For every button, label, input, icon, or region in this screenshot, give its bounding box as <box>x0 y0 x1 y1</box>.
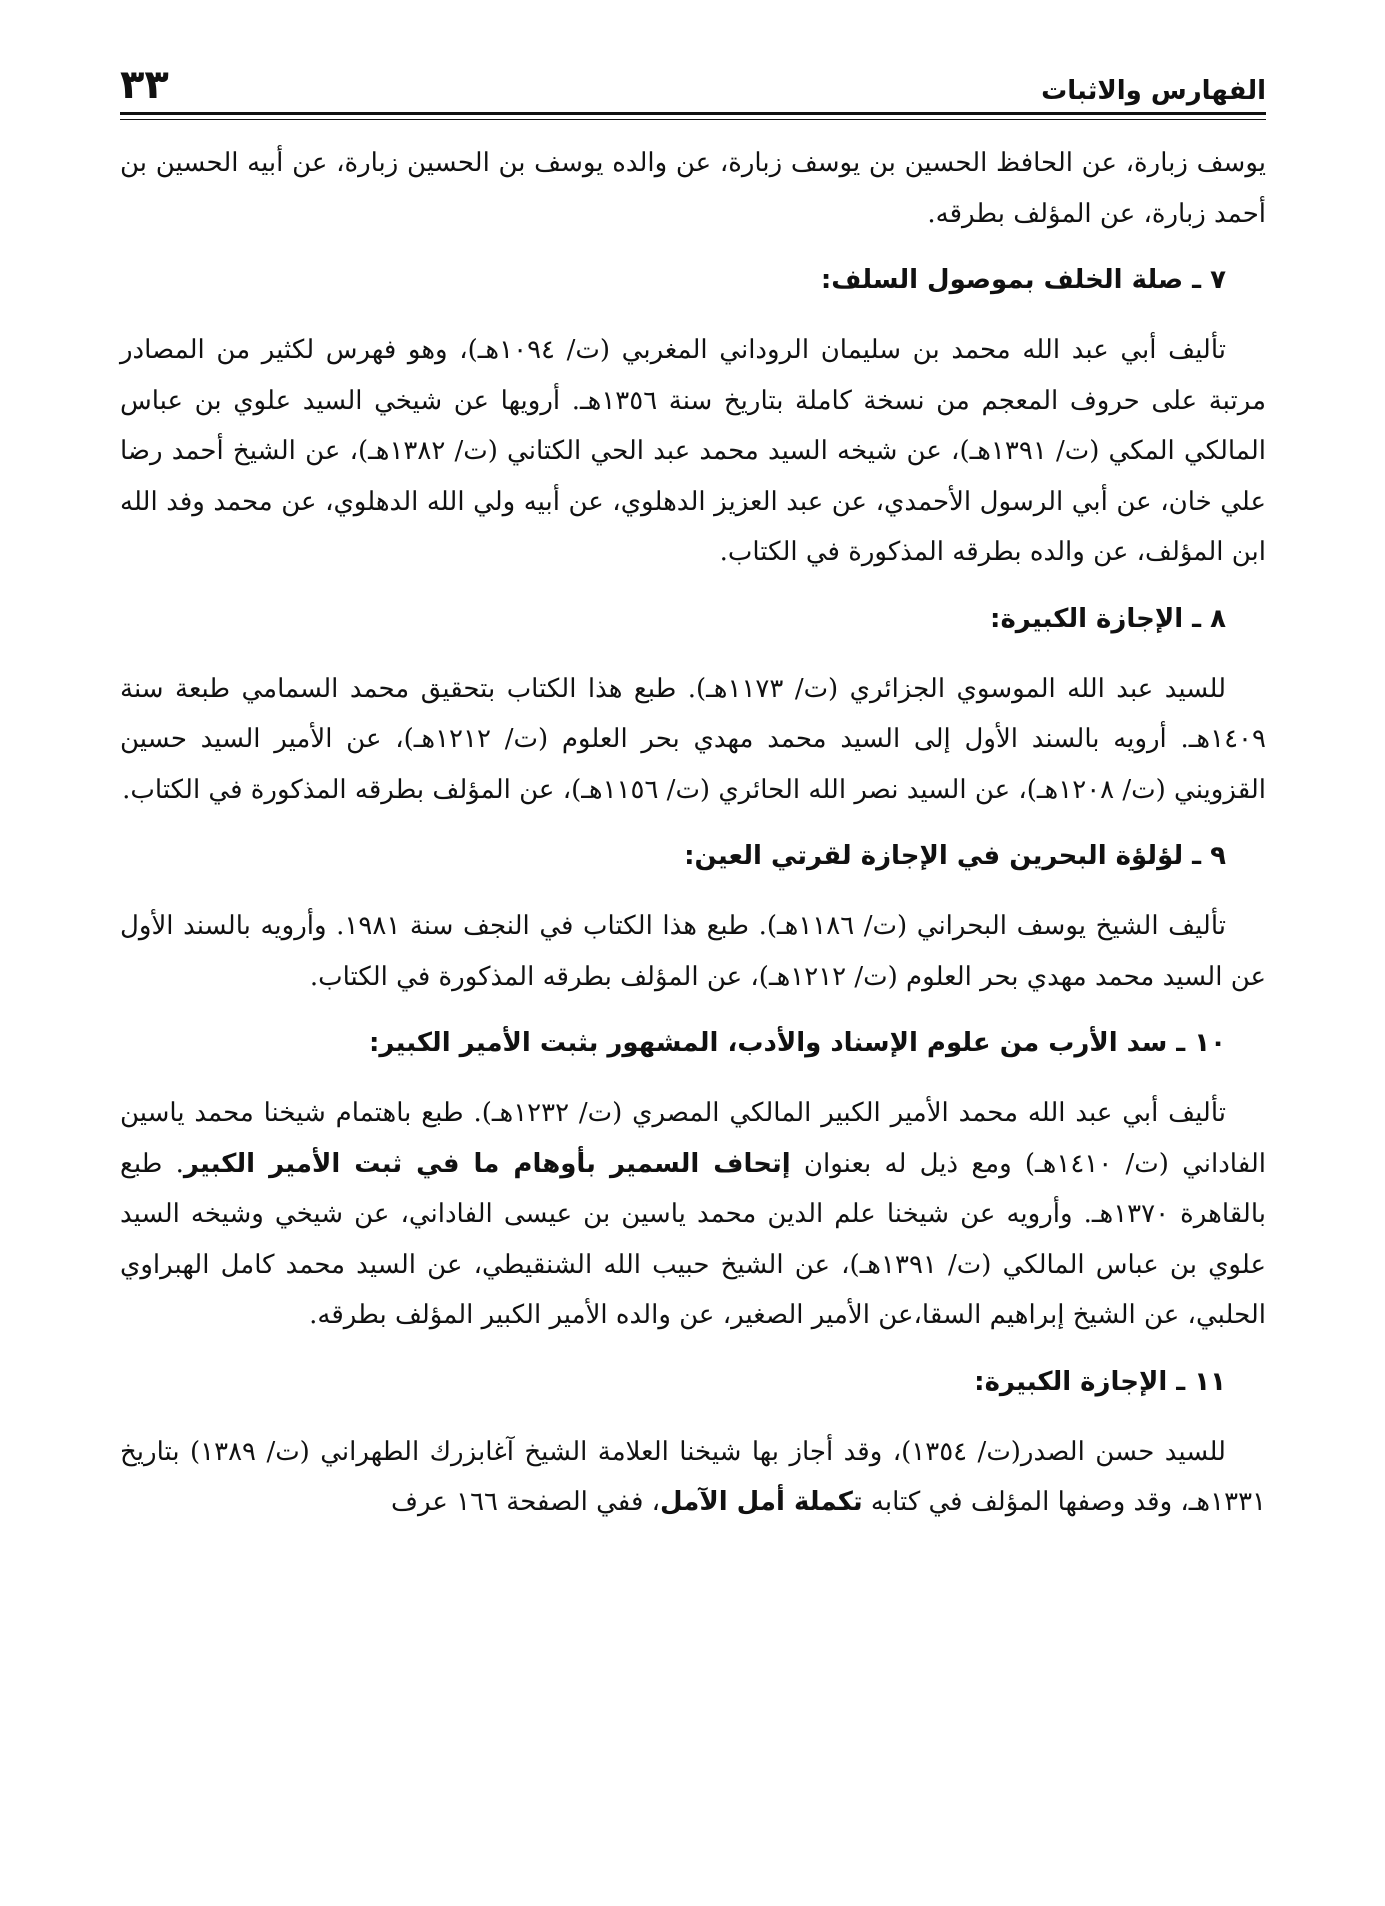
running-title: الفهارس والاثبات <box>1041 76 1266 106</box>
section-10-text-1: تأليف أبي عبد الله محمد الأمير الكبير المالكي المصري (ت/ ١٢٣٢هـ). طبع باهتمام شيخنا محمد ياسين الفاداني (ت/ ١٤١٠هـ) ومع ذيل له بعنوان <box>120 1098 1266 1179</box>
section-9-body: تأليف الشيخ يوسف البحراني (ت/ ١١٨٦هـ). طبع هذا الكتاب في النجف سنة ١٩٨١. وأرويه بالسند الأول عن السيد محمد مهدي بحر العلوم (ت/ ١٢١٢هـ)، عن المؤلف بطرقه المذكورة في الكتاب. <box>120 911 1266 992</box>
section-7-heading: ٧ ـ صلة الخلف بموصول السلف: <box>820 265 1226 295</box>
section-11-book-title: تكملة أمل الآمل <box>660 1487 863 1517</box>
section-10-heading: ١٠ ـ سد الأرب من علوم الإسناد والأدب، المشهور بثبت الأمير الكبير: <box>369 1028 1226 1058</box>
section-9-heading: ٩ ـ لؤلؤة البحرين في الإجازة لقرتي العين: <box>684 841 1226 871</box>
section-11-text-1: للسيد حسن الصدر(ت/ ١٣٥٤)، وقد أجاز بها شيخنا العلامة الشيخ آغابزرك الطهراني (ت/ ١٣٨٩) بتاريخ ١٣٣١هـ، وقد وصفها المؤلف في كتابه <box>120 1436 1266 1517</box>
continuation-paragraph: يوسف زبارة، عن الحافظ الحسين بن يوسف زبارة، عن والده يوسف بن الحسين زبارة، عن أبيه الحسين بن أحمد زبارة، عن المؤلف بطرقه. <box>120 148 1266 229</box>
section-10-text-2: . طبع بالقاهرة ١٣٧٠هـ. وأرويه عن شيخنا علم الدين محمد ياسين بن عيسى الفاداني، عن شيخي وشيخه السيد علوي بن عباس المالكي (ت/ ١٣٩١هـ)، عن الشيخ حبيب الله الشنقيطي، عن السيد محمد كامل الهبراوي الحلبي، عن الشيخ إبراهيم السقا،عن الأمير الصغير، عن والده الأمير الكبير المؤلف بطرقه. <box>120 1148 1266 1330</box>
section-7-body: تأليف أبي عبد الله محمد بن سليمان الروداني المغربي (ت/ ١٠٩٤هـ)، وهو فهرس لكثير من المصادر مرتبة على حروف المعجم من نسخة كاملة بتاريخ سنة ١٣٥٦هـ. أرويها عن شيخي السيد علوي بن عباس المالكي المكي (ت/ ١٣٩١هـ)، عن شيخه السيد محمد عبد الحي الكتاني (ت/ ١٣٨٢هـ)، عن الشيخ أحمد رضا علي خان، عن أبي الرسول الأحمدي، عن عبد العزيز الدهلوي، عن أبيه ولي الله الدهلوي، عن محمد وفد الله ابن المؤلف، عن والده بطرقه المذكورة في الكتاب. <box>120 335 1266 567</box>
section-8-body: للسيد عبد الله الموسوي الجزائري (ت/ ١١٧٣هـ). طبع هذا الكتاب بتحقيق محمد السمامي طبعة سنة ١٤٠٩هـ. أرويه بالسند الأول إلى السيد محمد مهدي بحر العلوم (ت/ ١٢١٢هـ)، عن الأمير السيد حسين القزويني (ت/ ١٢٠٨هـ)، عن السيد نصر الله الحائري (ت/ ١١٥٦هـ)، عن المؤلف بطرقه المذكورة في الكتاب. <box>120 673 1266 805</box>
section-11-body <box>120 1427 1266 1528</box>
section-11-text-2: ، ففي الصفحة ١٦٦ عرف <box>391 1487 661 1517</box>
header-rule-thick <box>120 112 1266 115</box>
section-10-body <box>120 1088 1266 1341</box>
page-content <box>120 138 1266 1528</box>
book-page <box>120 60 1266 1870</box>
page-number: ٣٣ <box>120 62 169 108</box>
section-11-heading: ١١ ـ الإجازة الكبيرة: <box>974 1366 1226 1397</box>
section-10-book-title: إتحاف السمير بأوهام ما في ثبت الأمير الكبير <box>183 1148 791 1179</box>
header-rule-thin <box>120 119 1266 120</box>
page-header <box>120 60 1266 112</box>
section-8-heading: ٨ ـ الإجازة الكبيرة: <box>990 603 1226 634</box>
